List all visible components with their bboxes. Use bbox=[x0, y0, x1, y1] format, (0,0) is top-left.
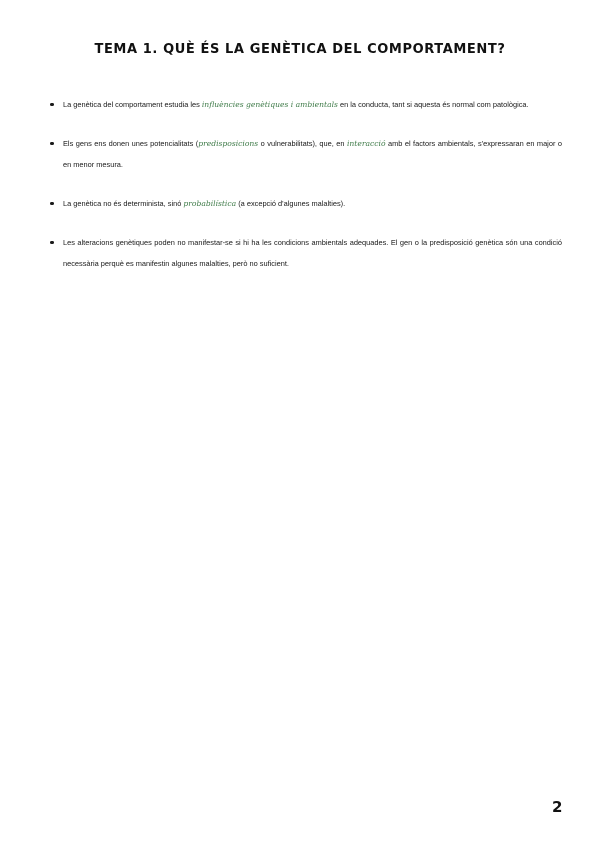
bullet-text: (a excepció d'algunes malalties). bbox=[236, 199, 346, 208]
bullet-text: o vulnerabilitats), que, en bbox=[258, 139, 347, 148]
bullet-text: en la conducta, tant si aquesta és normal com patològica. bbox=[337, 100, 529, 109]
highlight-term: probabilística bbox=[183, 199, 237, 208]
bullet-text: La genètica no és determinista, sinó bbox=[63, 199, 184, 208]
bullet-text: Els gens ens donen unes potencialitats ( bbox=[63, 139, 199, 148]
bullet-item-genetic-alterations bbox=[50, 232, 562, 274]
bullet-text: La genètica del comportament estudia les bbox=[63, 100, 202, 109]
bullet-text: Les alteracions genètiques poden no manifestar-se si hi ha les condicions ambientals adequades. El gen o la predisposició genètica són una condició necessària perquè es manifestin algunes malalties, però no suficient. bbox=[63, 238, 562, 268]
bullet-list bbox=[50, 94, 562, 292]
bullet-item-genetics-definition bbox=[50, 94, 562, 115]
bullet-dot-icon bbox=[50, 103, 54, 107]
page-title: TEMA 1. QUÈ ÉS LA GENÈTICA DEL COMPORTAMENT? bbox=[94, 42, 506, 57]
bullet-dot-icon bbox=[50, 202, 54, 206]
highlight-term: influències genètiques i ambientals bbox=[201, 100, 338, 109]
bullet-text: amb el factors ambientals, s'expressaran en major o en menor mesura. bbox=[63, 139, 562, 169]
highlight-term: predisposicions bbox=[198, 139, 259, 148]
bullet-item-probabilistic bbox=[50, 193, 562, 214]
bullet-dot-icon bbox=[50, 142, 54, 146]
bullet-item-potentialities bbox=[50, 133, 562, 175]
page-number: 2 bbox=[552, 798, 563, 816]
bullet-dot-icon bbox=[50, 241, 54, 245]
highlight-term: interacció bbox=[346, 139, 386, 148]
